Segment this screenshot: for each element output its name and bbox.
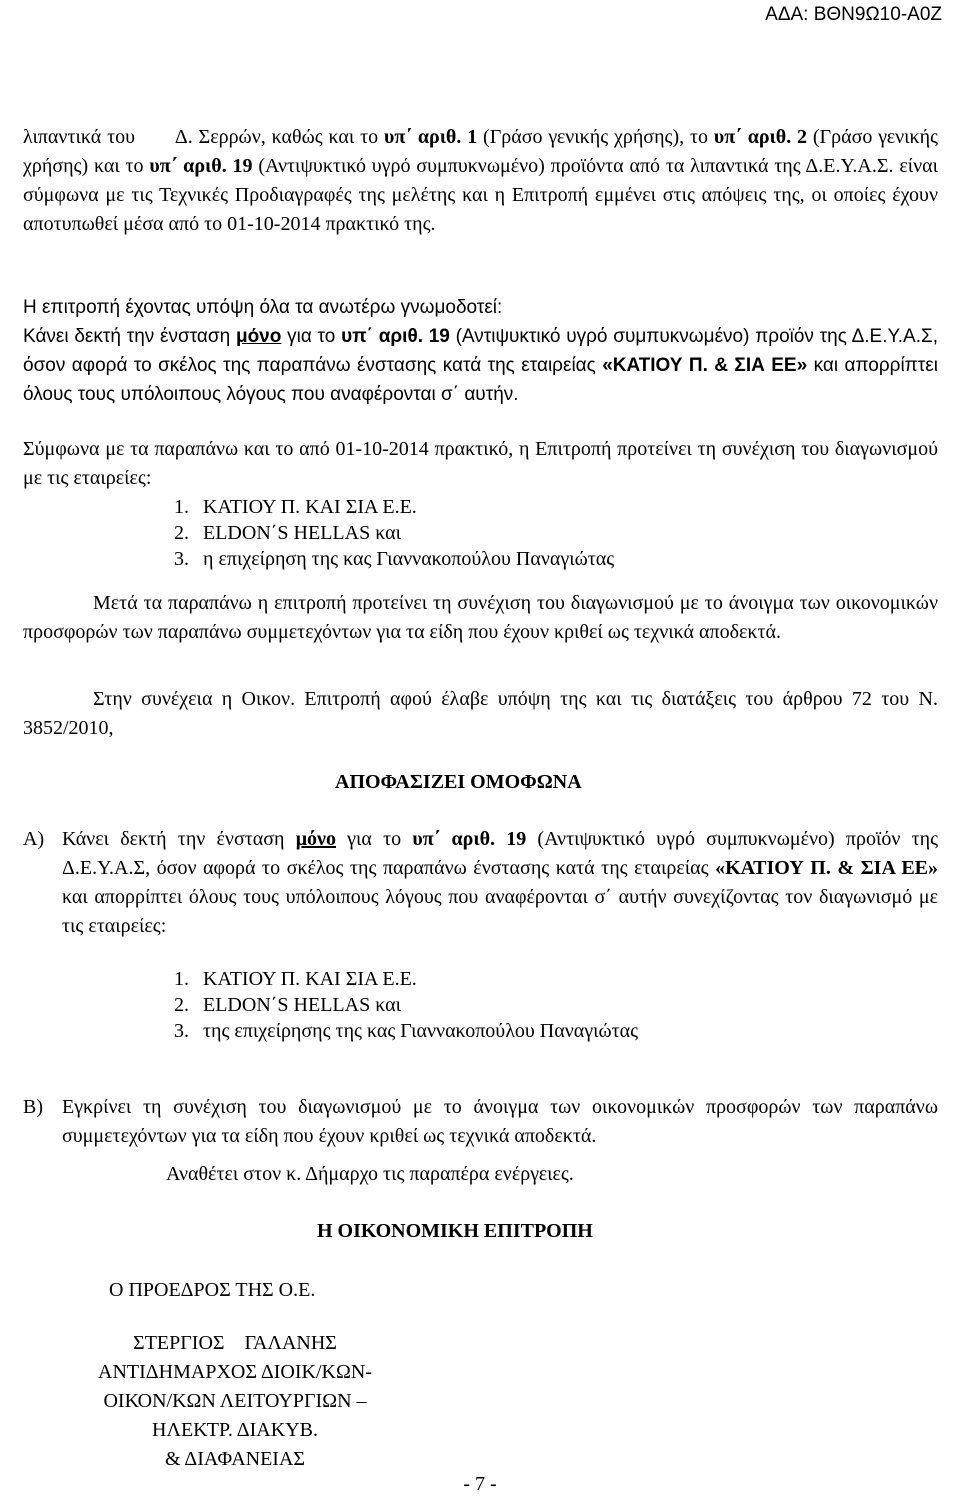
opinion-intro: Η επιτροπή έχοντας υπόψη όλα τα ανωτέρω γνωμοδοτεί:: [23, 297, 503, 318]
document-page: ΑΔΑ: ΒΘΝ9Ω10-Α0Ζ λιπαντικά του Δ. Σερρών, καθώς και το υπ΄ αριθ. 1 (Γράσο γενικής χρήσης), το υπ΄ αριθ. 2 (Γράσο γενικής χρήσης) και το υπ΄ αριθ. 19 (Αντιψυκτικό υγρό συμπυκνωμένο) προϊόντα από τα λιπαντικά της Δ.Ε.Υ.Α.Σ. είναι σύμφωνα με τις Τεχνικές Προδιαγραφές της μελέτης και η Επιτροπή εμμένει στις απόψεις της, οι οποίες έχουν αποτυπωθεί μέσα από το 01-10-2014 πρακτικό της. Η επιτροπή έχοντας υπόψη όλα τα ανωτέρω γνωμοδοτεί: Κάνει δεκτή την ένσταση μόνο για το υπ΄ αριθ. 19 (Αντιψυκτικό υγρό συμπυκνωμένο) προϊόν της Δ.Ε.Υ.Α.Σ, όσον αφορά το σκέλος της παραπάνω ένστασης κατά της εταιρείας «ΚΑΤΙΟΥ Π. & ΣΙΑ ΕΕ» και απορρίπτει όλους τους υπόλοιπους λόγους που αναφέρονται σ΄ αυτήν. Σύμφωνα με τα παραπάνω και το από 01-10-2014 πρακτικό, η Επιτροπή προτείνει τη συνέχιση του διαγωνισμού με τις εταιρείες: 1. ΚΑΤΙΟΥ Π. ΚΑΙ ΣΙΑ Ε.Ε. 2. ELDON΄S HELLAS και 3. η επιχείρηση της κας Γιαννακοπούλου Παναγιώτας Μετά τα παραπάνω η επιτροπή προτείνει τη συνέχιση του διαγωνισμού με το άνοιγμα των οικονομικών προσφορών των παραπάνω συμμετεχόντων για τα είδη που έχουν κριθεί ως τεχνικά αποδεκτά. Στην συνέχεια η Οικον. Επιτροπή αφού έλαβε υπόψη της και τις διατάξεις του άρθρου 72 του Ν. 3852/2010, ΑΠΟΦΑΣΙΖΕΙ ΟΜΟΦΩΝΑ Α) Κάνει δεκτή την ένσταση μόνο για το υπ΄ αριθ. 19 (Αντιψυκτικό υγρό συμπυκνωμένο) προϊόν της Δ.Ε.Υ.Α.Σ, όσον αφορά το σκέλος της παραπάνω ένστασης κατά της εταιρείας «ΚΑΤΙΟΥ Π. & ΣΙΑ ΕΕ» και απορρίπτει όλους τους υπόλοιπους λόγους που αναφέρονται σ΄ αυτήν συνεχίζοντας τον διαγωνισμό με τις εταιρείες: 1. ΚΑΤΙΟΥ Π. ΚΑΙ ΣΙΑ Ε.Ε. 2. ELDON΄S HELLAS και 3. της επιχείρησης της κας Γιαννακοπούλου Παναγιώτας Β) Εγκρίνει τη συνέχιση του διαγωνισμού με το άνοιγμα των οικονομικών προσφορών των παραπάνω συμμετεχόντων για τα είδη που έχουν κριθεί ως τεχνικά αποδεκτά. Αναθέτει στον κ. Δήμαρχο τις παραπέρα ενέργειες. Η ΟΙΚΟΝΟΜΙΚΗ ΕΠΙΤΡΟΠΗ Ο ΠΡΟΕΔΡΟΣ ΤΗΣ Ο.Ε. ΣΤΕΡΓΙΟΣ ΓΑΛΑΝΗΣ ΑΝΤΙΔΗΜΑΡΧΟΣ ΔΙΟΙΚ/ΚΩΝ- ΟΙΚΟΝ/ΚΩΝ ΛΕΙΤΟΥΡΓΙΩΝ – ΗΛΕΚΤΡ. ΔΙΑΚΥΒ. & ΔΙΑΦΑΝΕΙΑΣ - 7 -: [0, 0, 960, 1493]
text: (Αντιψυκτικό υγρό συμπυκνωμένο) προϊόντα από τα λιπαντικά της Δ.Ε.Υ.Α.Σ. είναι σύμφωνα με τις Τεχνικές Προδιαγραφές της μελέτης και η Επιτροπή εμμένει στις απόψεις της, οι οποίες έχουν αποτυπωθεί μέσα από το 01-10-2014 πρακτικό της.: [23, 155, 938, 235]
signatory-title-line: ΑΝΤΙΔΗΜΑΡΧΟΣ ΔΙΟΙΚ/ΚΩΝ-: [98, 1361, 372, 1383]
text: για το: [335, 828, 413, 850]
bold-ref: υπ΄ αριθ. 19: [149, 155, 253, 177]
committee-title: Η ΟΙΚΟΝΟΜΙΚΗ ΕΠΙΤΡΟΠΗ: [317, 1220, 593, 1242]
text: Κάνει δεκτή την ένσταση: [62, 828, 296, 850]
signatory-title-line: ΗΛΕΚΤΡ. ΔΙΑΚΥΒ.: [152, 1419, 318, 1441]
text: λιπαντικά του Δ. Σερρών, καθώς και το: [23, 126, 384, 148]
decision-heading: ΑΠΟΦΑΣΙΖΕΙ ΟΜΟΦΩΝΑ: [335, 771, 582, 793]
bold-ref: υπ΄ αριθ. 19: [341, 326, 450, 347]
paragraph-intro: [23, 123, 938, 239]
ada-code: ΑΔΑ: ΒΘΝ9Ω10-Α0Ζ: [765, 4, 942, 25]
text: για το: [281, 326, 342, 347]
decision-a-label: Α): [23, 828, 45, 850]
signatory-title-line: & ΔΙΑΦΑΝΕΙΑΣ: [164, 1448, 306, 1470]
decision-a-text: [62, 825, 938, 941]
opinion-body: [23, 322, 938, 409]
paragraph-opinion: [23, 293, 938, 409]
text: και απορρίπτει όλους τους υπόλοιπους λόγους που αναφέρονται σ΄ αυτήν συνεχίζοντας τον διαγωνισμό με τις εταιρείες:: [62, 886, 938, 937]
signature-role: Ο ΠΡΟΕΔΡΟΣ ΤΗΣ Ο.Ε.: [109, 1279, 316, 1301]
assignment-text: Αναθέτει στον κ. Δήμαρχο τις παραπέρα ενέργειες.: [166, 1163, 574, 1185]
decision-b-text: Εγκρίνει τη συνέχιση του διαγωνισμού με το άνοιγμα των οικονομικών προσφορών των παραπάνω συμμετεχόντων για τα είδη που έχουν κριθεί ως τεχνικά αποδεκτά.: [62, 1096, 938, 1147]
page-number: - 7 -: [463, 1473, 497, 1495]
text: και απορρίπτει όλους τους υπόλοιπους λόγους που αναφέρονται σ΄ αυτήν.: [23, 355, 938, 405]
signatory-title-line: ΟΙΚΟΝ/ΚΩΝ ΛΕΙΤΟΥΡΓΙΩΝ –: [103, 1390, 367, 1412]
text: (Αντιψυκτικό υγρό συμπυκνωμένο) προϊόν της Δ.Ε.Υ.Α.Σ, όσον αφορά το σκέλος της παραπάνω ένστασης κατά της εταιρείας: [23, 326, 938, 376]
bold-ref: υπ΄ αριθ. 1: [384, 126, 478, 148]
underlined-word: μόνο: [235, 326, 282, 347]
paragraph-proposal: Σύμφωνα με τα παραπάνω και το από 01-10-2014 πρακτικό, η Επιτροπή προτείνει τη συνέχιση του διαγωνισμού με τις εταιρείες:: [23, 438, 938, 489]
underlined-word: μόνο: [295, 828, 336, 850]
text: Κάνει δεκτή την ένσταση: [23, 326, 236, 347]
text: (Αντιψυκτικό υγρό συμπυκνωμένο) προϊόν της Δ.Ε.Υ.Α.Σ, όσον αφορά το σκέλος της παραπάνω ένστασης κατά της εταιρείας: [62, 828, 938, 879]
text: (Γράσο γενικής χρήσης) και το: [23, 126, 938, 177]
bold-ref: υπ΄ αριθ. 19: [412, 828, 527, 850]
company-name: «ΚΑΤΙΟΥ Π. & ΣΙΑ ΕΕ»: [715, 857, 938, 879]
signature-block: [40, 1329, 430, 1474]
bold-ref: υπ΄ αριθ. 2: [713, 126, 808, 148]
company-name: «ΚΑΤΙΟΥ Π. & ΣΙΑ ΕΕ»: [602, 355, 808, 376]
decision-b-label: Β): [23, 1096, 43, 1118]
signatory-name: ΣΤΕΡΓΙΟΣ ΓΑΛΑΝΗΣ: [133, 1332, 337, 1354]
text: (Γράσο γενικής χρήσης), το: [477, 126, 714, 148]
paragraph-next-step: Μετά τα παραπάνω η επιτροπή προτείνει τη συνέχιση του διαγωνισμού με το άνοιγμα των οικονομικών προσφορών των παραπάνω συμμετεχόντων για τα είδη που έχουν κριθεί ως τεχνικά αποδεκτά.: [23, 592, 938, 643]
paragraph-legal-basis: Στην συνέχεια η Οικον. Επιτροπή αφού έλαβε υπόψη της και τις διατάξεις του άρθρου 72 του Ν. 3852/2010,: [23, 688, 938, 739]
